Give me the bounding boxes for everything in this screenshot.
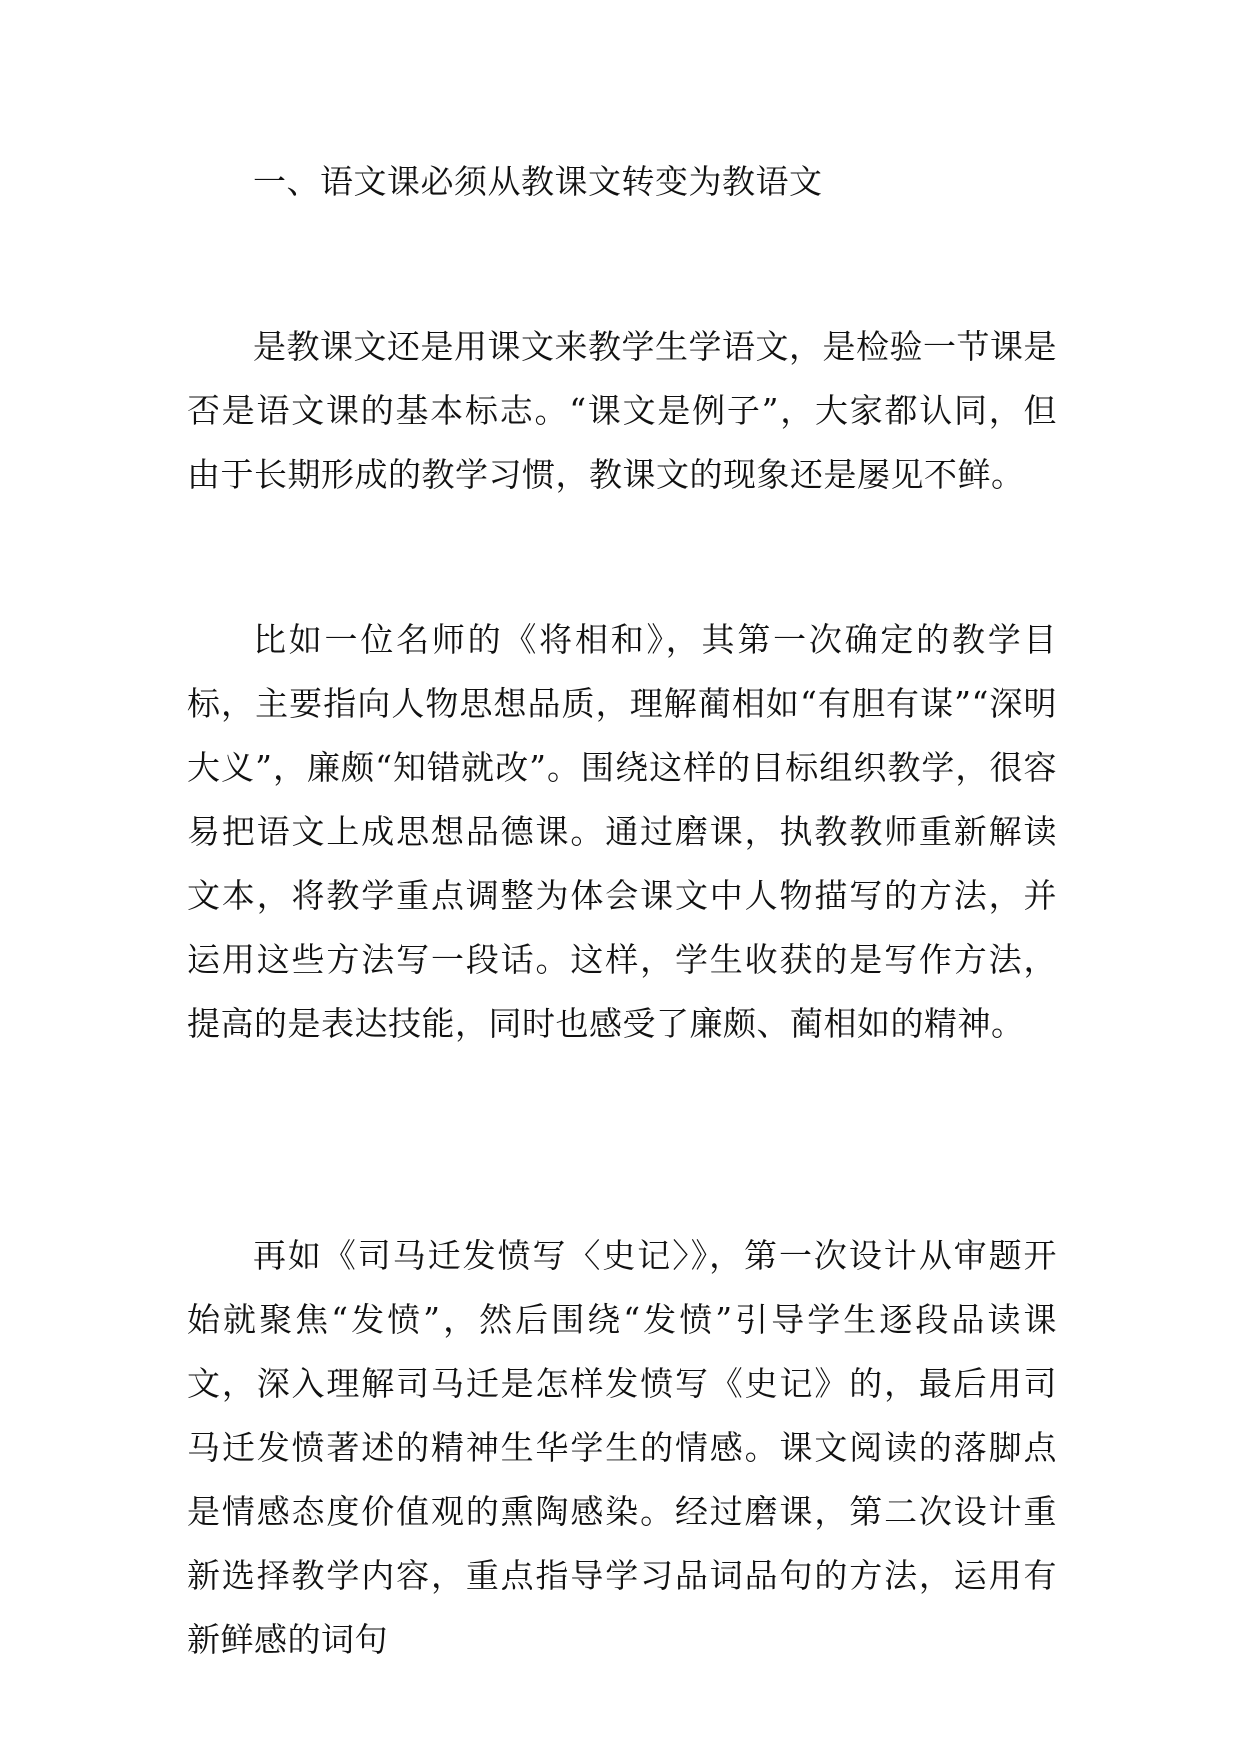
paragraph-1-block <box>187 315 1057 507</box>
paragraph-3-block <box>187 1224 1057 1672</box>
paragraph-2-block <box>187 608 1057 1056</box>
paragraph-1: 是教课文还是用课文来教学生学语文，是检验一节课是否是语文课的基本标志。“课文是例子”，大家都认同，但由于长期形成的教学习惯，教课文的现象还是屡见不鲜。 <box>187 327 1057 494</box>
section-heading: 一、语文课必须从教课文转变为教语文 <box>253 162 823 201</box>
paragraph-3: 再如《司马迁发愤写〈史记〉》，第一次设计从审题开始就聚焦“发愤”，然后围绕“发愤”引导学生逐段品读课文，深入理解司马迁是怎样发愤写《史记》的，最后用司马迁发愤著述的精神生华学生的情感。课文阅读的落脚点是情感态度价值观的熏陶感染。经过磨课，第二次设计重新选择教学内容，重点指导学习品词品句的方法，运用有新鲜感的词句 <box>187 1236 1057 1659</box>
paragraph-2: 比如一位名师的《将相和》，其第一次确定的教学目标，主要指向人物思想品质，理解蔺相如“有胆有谋”“深明大义”，廉颇“知错就改”。围绕这样的目标组织教学，很容易把语文上成思想品德课。通过磨课，执教教师重新解读文本，将教学重点调整为体会课文中人物描写的方法，并运用这些方法写一段话。这样，学生收获的是写作方法，提高的是表达技能，同时也感受了廉颇、蔺相如的精神。 <box>187 620 1057 1043</box>
section-heading-block <box>187 150 1057 214</box>
